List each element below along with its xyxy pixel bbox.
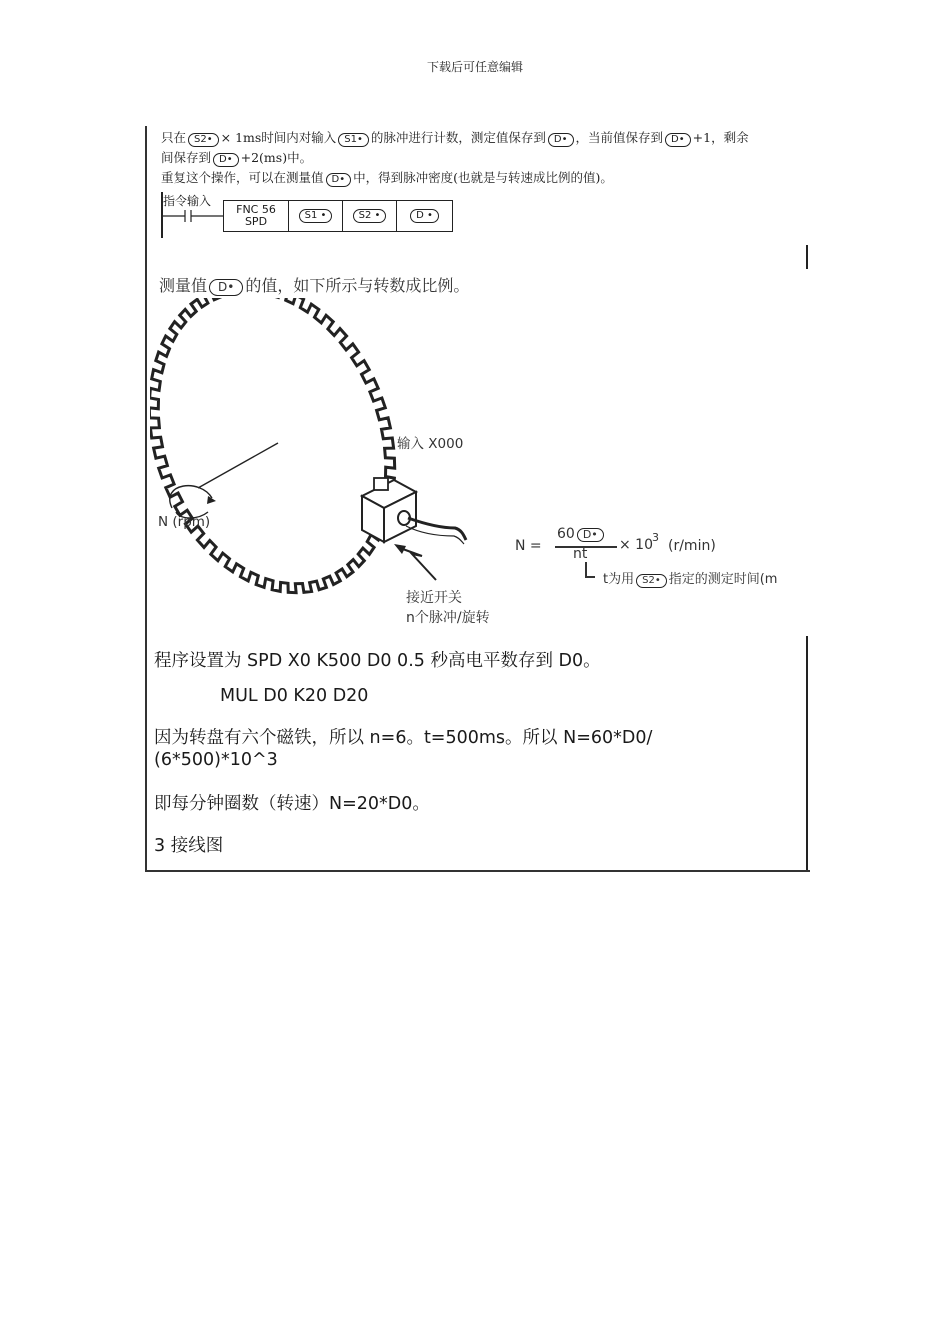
operand-pill: D• <box>577 528 604 542</box>
operand-pill: S2• <box>188 133 219 147</box>
paragraph-rpm-result: 即每分钟圈数（转速）N=20*D0。 <box>154 794 430 814</box>
contact-symbol <box>161 206 225 226</box>
spd-description <box>161 128 809 188</box>
description-line-3: 重复这个操作，可以在测量值 D• 中，得到脉冲密度(也就是与转速成比例的值)。 <box>161 170 613 185</box>
operand-pill: D• <box>326 173 352 187</box>
operand-s2-box: S2 • <box>342 200 397 232</box>
frame-right-border-bottom <box>806 636 808 870</box>
measurement-subtitle: 测量值 D• 的值，如下所示与转数成比例。 <box>159 276 470 295</box>
proximity-sensor-icon <box>362 478 466 544</box>
instruction-input-label: 指令输入 <box>163 194 212 208</box>
section-heading-wiring: 3 接线图 <box>154 836 224 856</box>
paragraph-calculation: 因为转盘有六个磁铁，所以 n=6。t=500ms。所以 N=60*D0/ (6*500)*10^3 <box>154 728 653 770</box>
operand-pill: D• <box>665 133 691 147</box>
operand-pill: S1• <box>338 133 369 147</box>
description-line-2: 间保存到 D• +2(ms)中。 <box>161 150 313 165</box>
operand-pill: S2• <box>636 574 667 588</box>
formula-note: t为用 S2• 指定的测定时间(m <box>603 572 778 587</box>
signal-arrow-icon <box>400 548 436 580</box>
rpm-label: N (rpm) <box>158 514 211 530</box>
fnc-box: FNC 56 SPD <box>223 200 289 232</box>
page-header: 下载后可任意编辑 <box>426 60 523 74</box>
wheel-radius-line <box>198 443 278 488</box>
operand-pill: D• <box>548 133 574 147</box>
paragraph-mul-instruction: MUL D0 K20 D20 <box>220 686 369 706</box>
paragraph-program-setting: 程序设置为 SPD X0 K500 D0 0.5 秒高电平数存到 D0。 <box>154 651 601 671</box>
input-x000-label: 输入 X000 <box>397 436 464 452</box>
proximity-switch-label: 接近开关 n个脉冲/旋转 <box>406 590 490 626</box>
description-line-1: 只在 S2• × 1ms时间内对输入 S1• 的脉冲进行计数，测定值保存到 D• ，当前值保存到 D• +1，剩余 <box>161 130 749 145</box>
operand-d-box: D • <box>396 200 453 232</box>
operand-pill: D• <box>209 279 243 296</box>
operand-pill: D• <box>213 153 239 167</box>
operand-s1-box: S1 • <box>288 200 343 232</box>
toothed-wheel <box>150 298 395 593</box>
frame-right-border-top <box>806 245 808 269</box>
